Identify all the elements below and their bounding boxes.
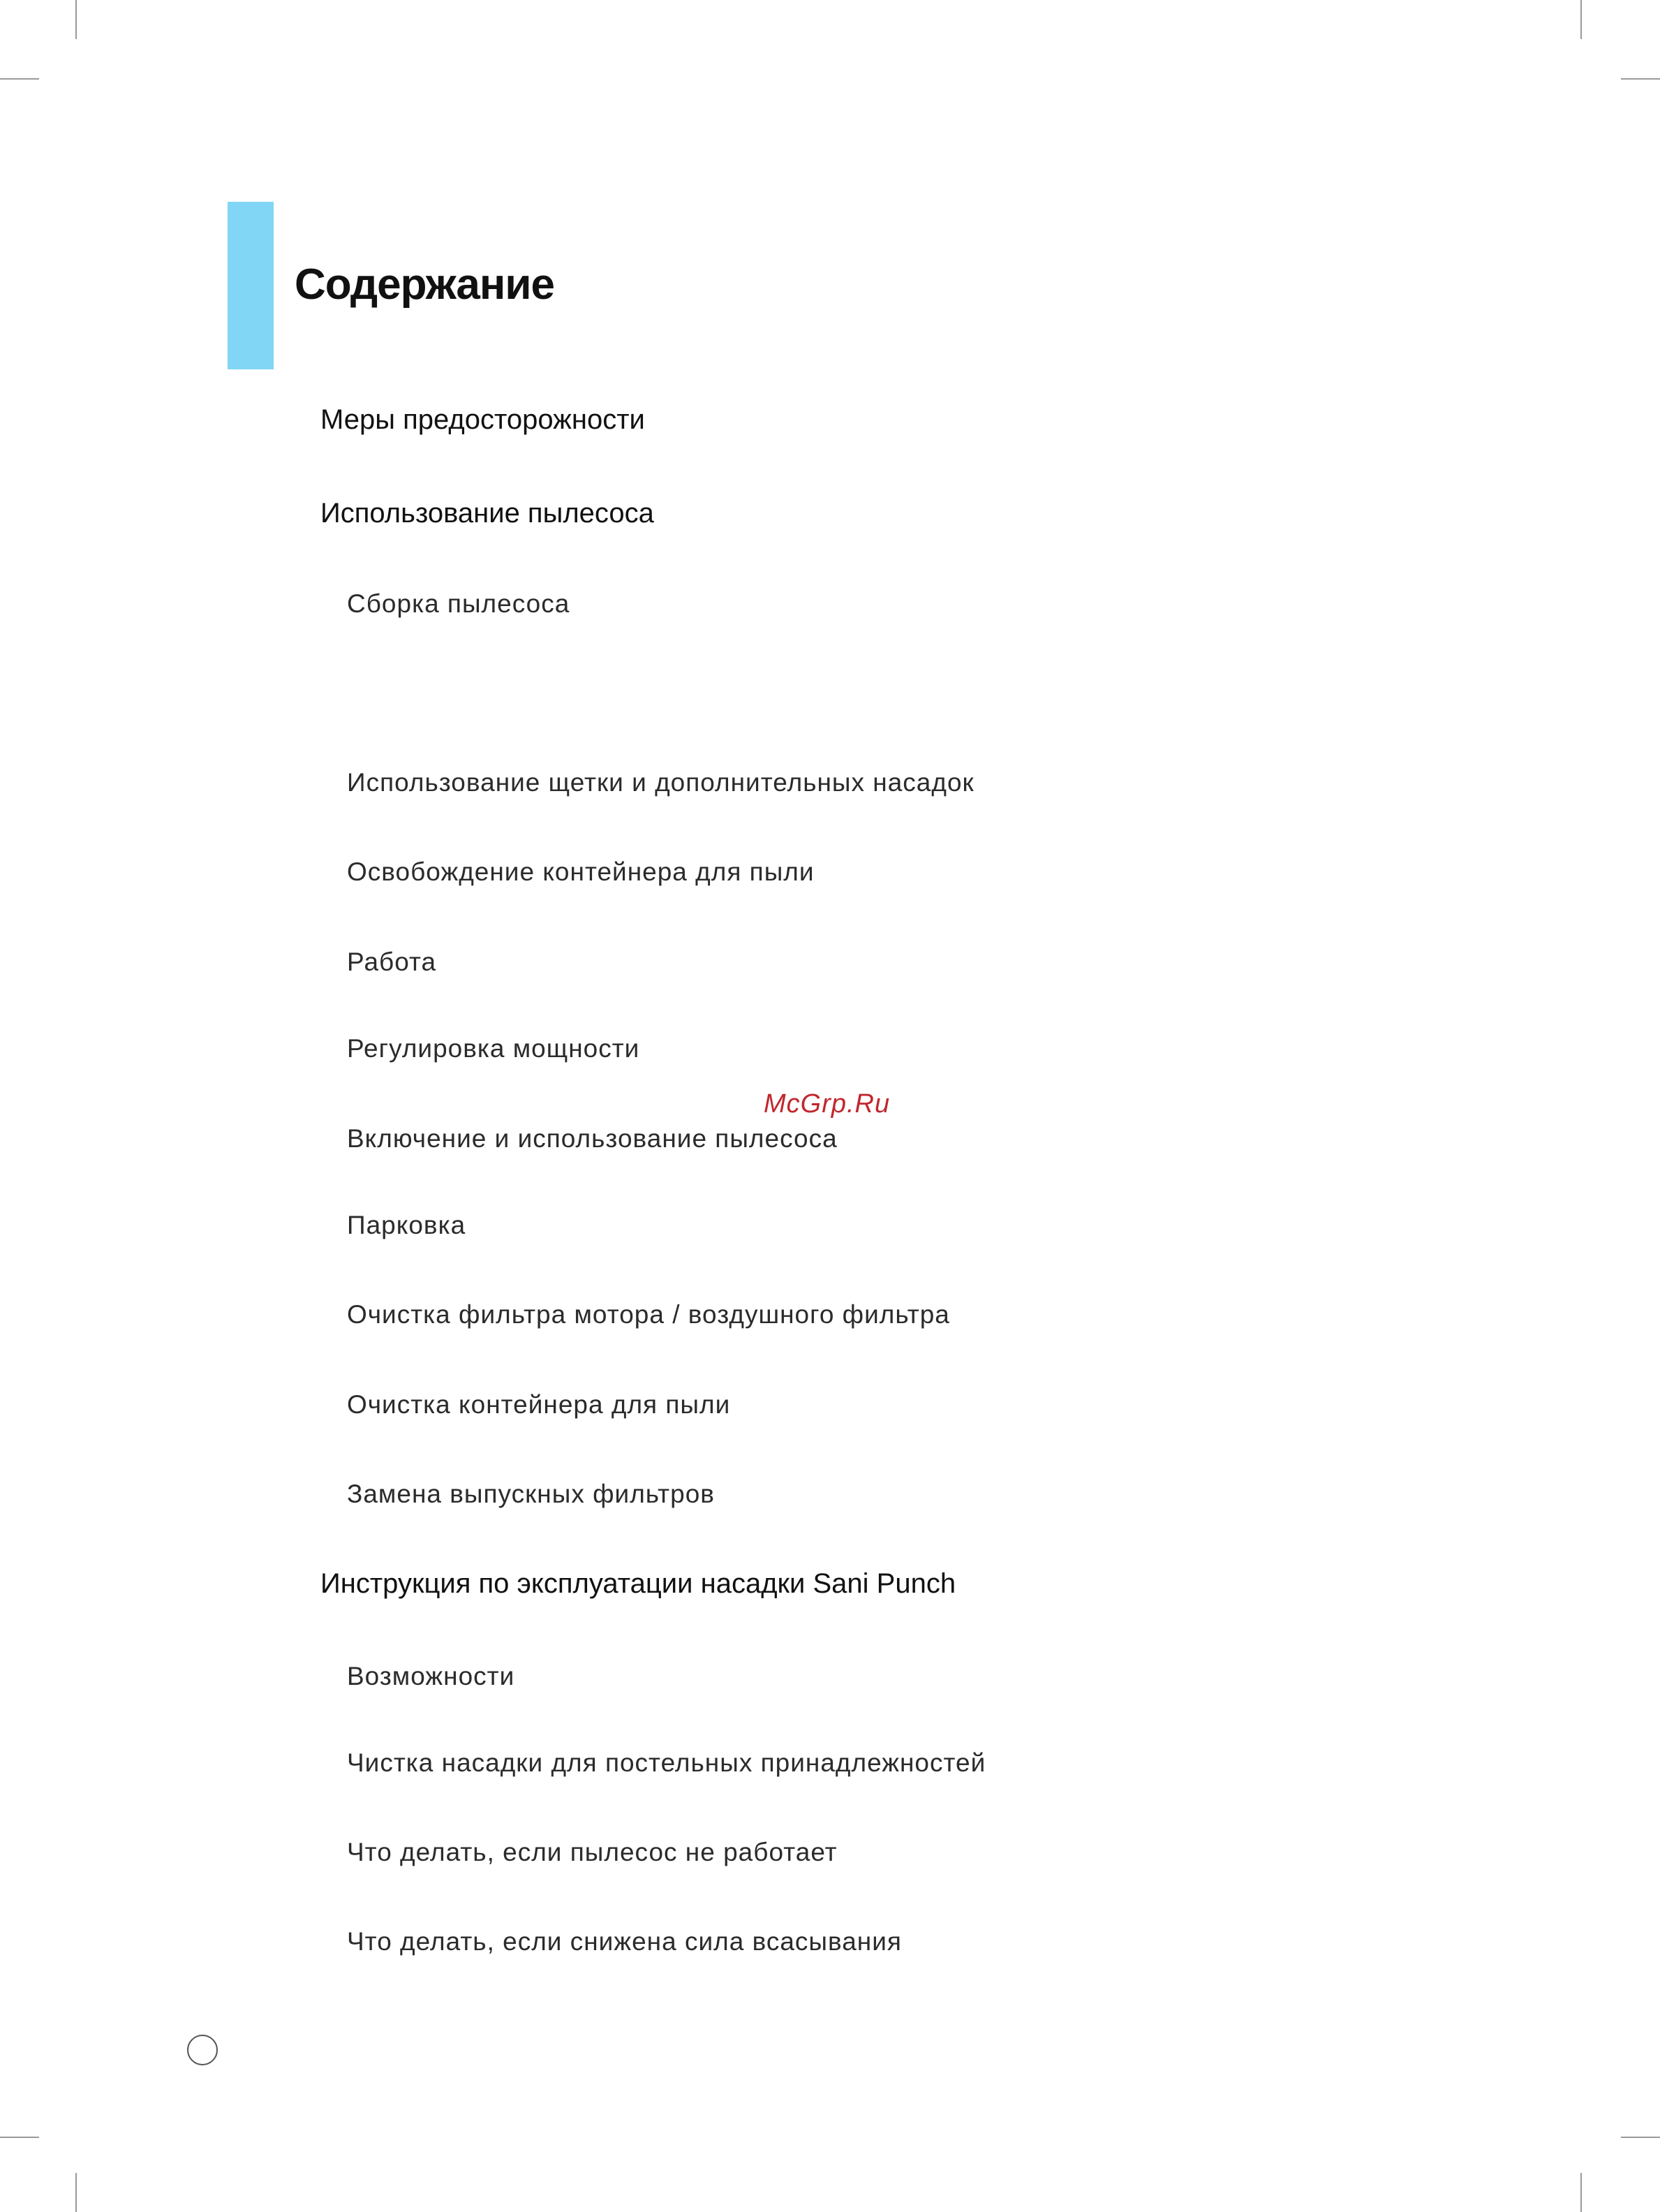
page-number-circle xyxy=(187,2035,218,2065)
toc-item: Освобождение контейнера для пыли xyxy=(347,857,815,886)
crop-mark-bottom-right xyxy=(1580,2173,1582,2212)
toc-item: Что делать, если пылесос не работает xyxy=(347,1838,838,1866)
toc-item: Использование щетки и дополнительных насадок xyxy=(347,768,974,797)
watermark: McGrp.Ru xyxy=(764,1089,891,1119)
crop-mark-top-left xyxy=(75,0,77,39)
toc-item: Включение и использование пылесоса xyxy=(347,1124,838,1153)
page-title: Содержание xyxy=(295,260,554,309)
toc-item: Инструкция по эксплуатации насадки Sani Punch xyxy=(320,1568,956,1599)
toc-item: Очистка контейнера для пыли xyxy=(347,1390,731,1419)
toc-item: Парковка xyxy=(347,1211,466,1239)
crop-mark-top-right xyxy=(1580,0,1582,39)
toc-item: Что делать, если снижена сила всасывания xyxy=(347,1927,902,1956)
crop-mark-bottom-left-h xyxy=(0,2137,39,2138)
crop-mark-bottom-left xyxy=(75,2173,77,2212)
toc-item: Регулировка мощности xyxy=(347,1034,640,1063)
toc-item: Меры предосторожности xyxy=(320,404,645,435)
toc-item: Использование пылесоса xyxy=(320,498,654,529)
toc-item: Очистка фильтра мотора / воздушного фильтра xyxy=(347,1300,950,1329)
title-accent-bar xyxy=(228,202,274,369)
toc-item: Работа xyxy=(347,948,437,976)
crop-mark-bottom-right-h xyxy=(1621,2137,1660,2138)
toc-item: Сборка пылесоса xyxy=(347,589,570,618)
toc-item: Чистка насадки для постельных принадлежностей xyxy=(347,1748,986,1777)
crop-mark-top-right-h xyxy=(1621,78,1660,80)
toc-item: Замена выпускных фильтров xyxy=(347,1480,715,1508)
toc-item: Возможности xyxy=(347,1662,515,1690)
crop-mark-top-left-h xyxy=(0,78,39,80)
